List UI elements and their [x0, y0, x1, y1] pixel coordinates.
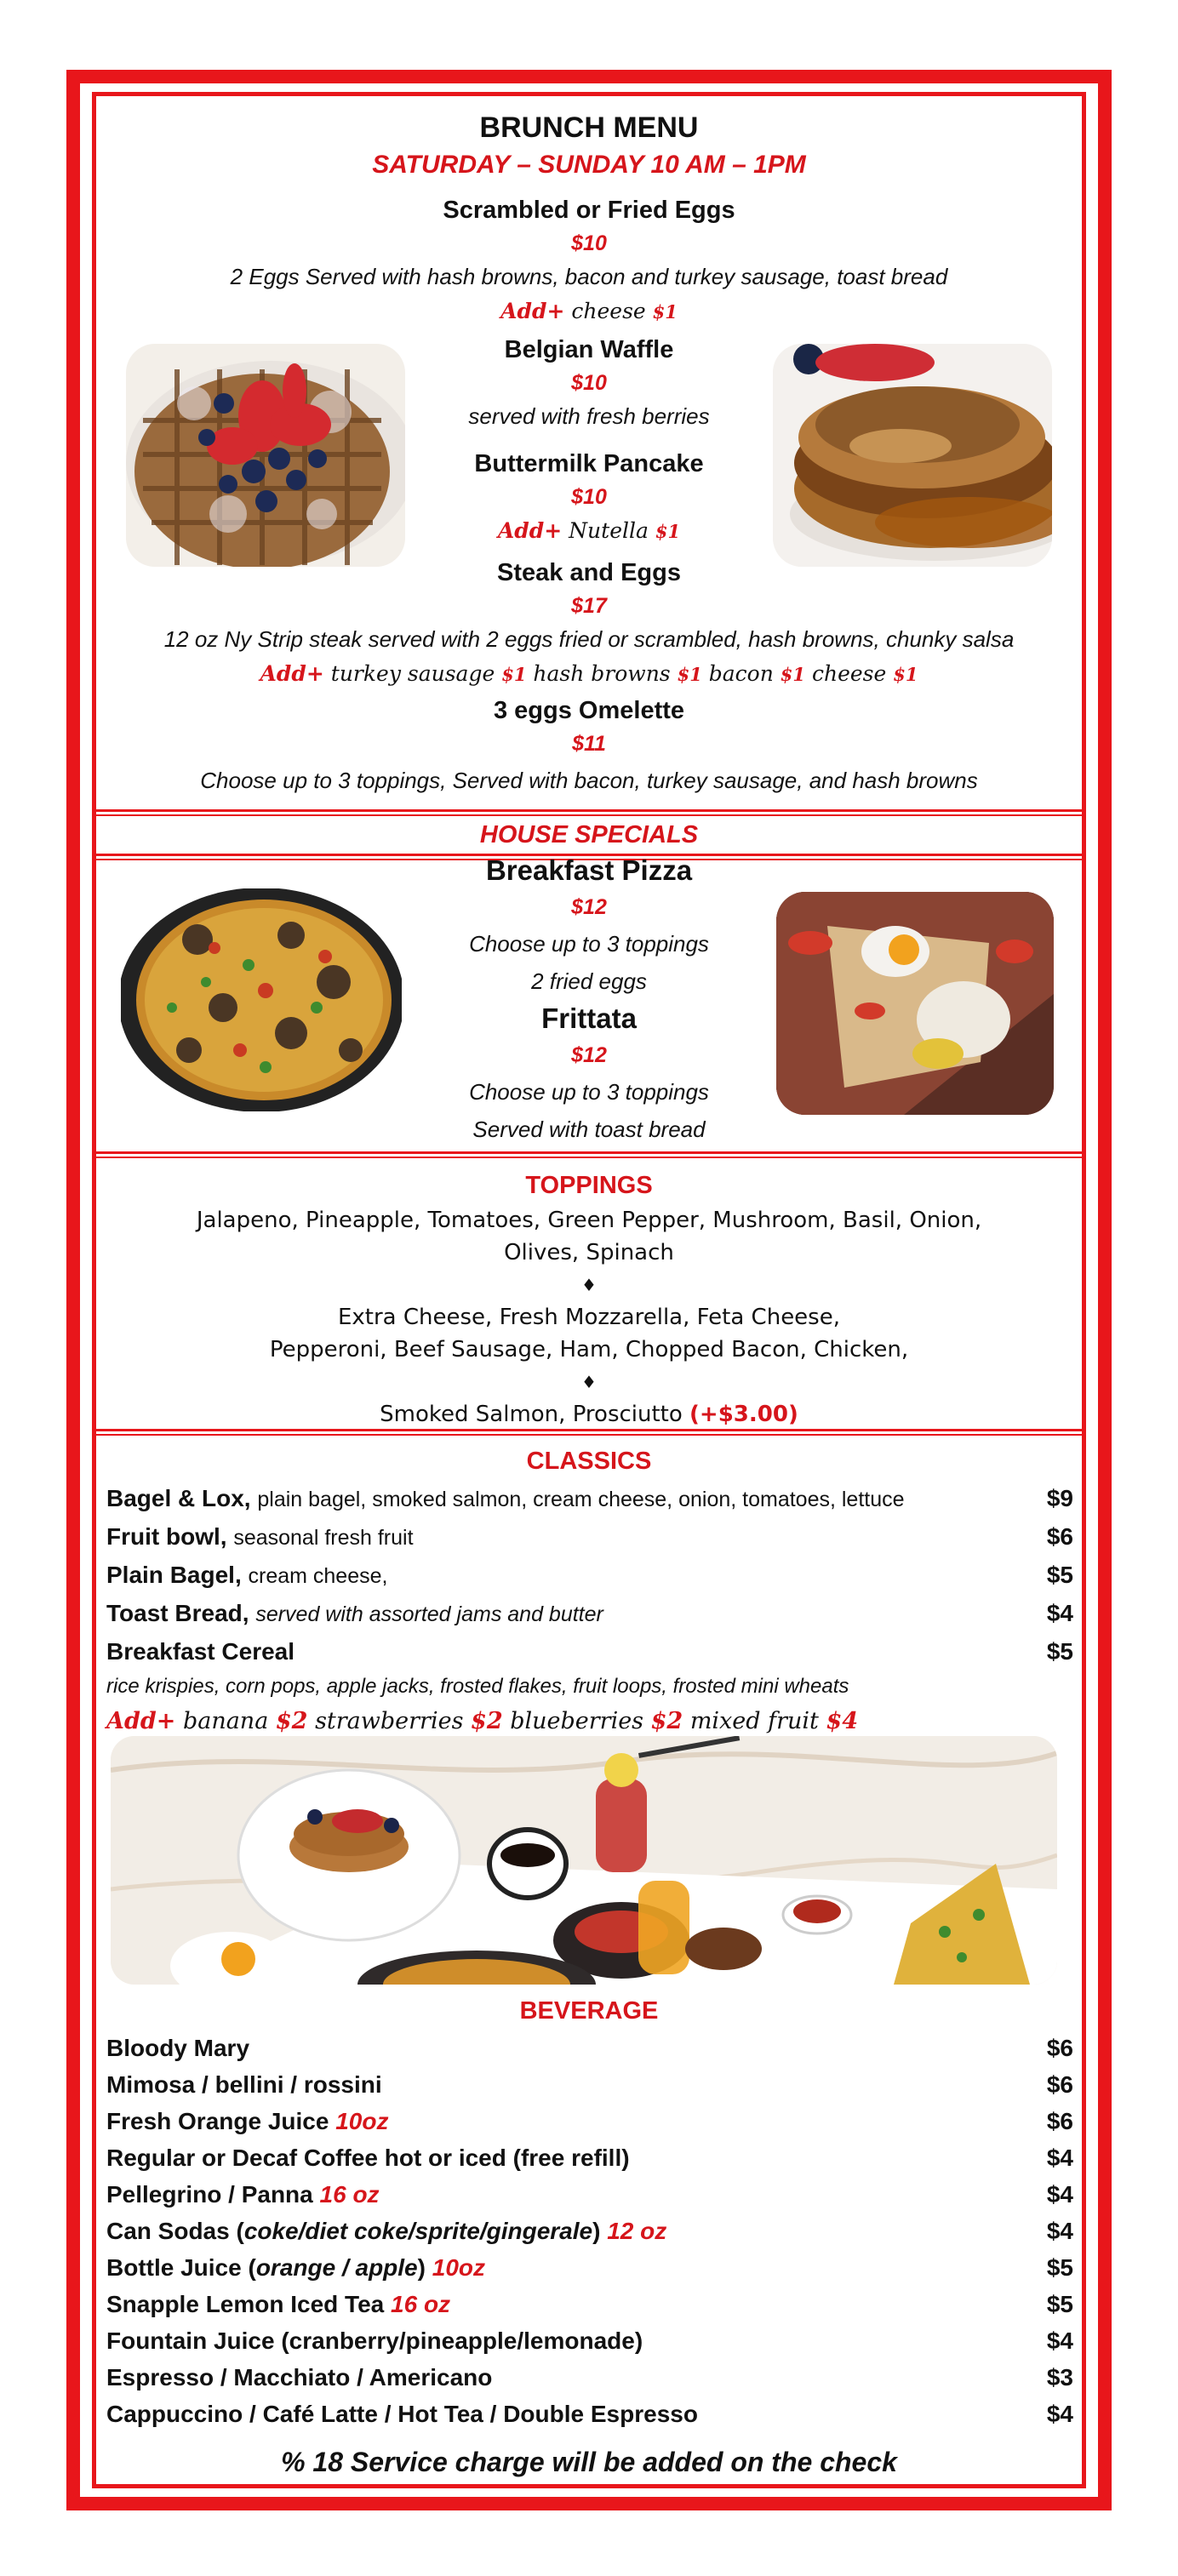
toppings-line-premium [96, 1398, 1082, 1431]
addon-label: Add+ [260, 661, 324, 686]
addon-item: blueberries [510, 1708, 644, 1734]
menu-row [96, 2030, 1082, 2066]
row-desc: plain bagel, smoked salmon, cream cheese, onion, tomatoes, lettuce [257, 1488, 905, 1511]
item-desc: 2 fried eggs [531, 968, 647, 994]
toppings-line: Jalapeno, Pineapple, Tomatoes, Green Pepper, Mushroom, Basil, Onion, [196, 1208, 982, 1233]
addon-item: strawberries [315, 1708, 464, 1734]
row-price: $4 [1046, 1600, 1073, 1626]
divider [96, 1429, 1082, 1436]
row-name: Mimosa / bellini / rossini [106, 2071, 382, 2098]
menu-row [96, 2213, 1082, 2249]
menu-row [96, 2322, 1082, 2359]
item-name: Scrambled or Fried Eggs [443, 197, 735, 224]
row-name: Bloody Mary [106, 2035, 250, 2061]
cereal-list: rice krispies, corn pops, apple jacks, frosted flakes, fruit loops, frosted mini wheats [106, 1675, 849, 1698]
row-size: 12 oz [607, 2218, 667, 2244]
diamond-separator-icon: ♦ [581, 1372, 597, 1392]
menu-row [96, 2139, 1082, 2176]
toppings-premium-price: (+$3.00) [689, 1402, 798, 1427]
menu-title: BRUNCH MENU [479, 111, 699, 144]
row-desc: served with assorted jams and butter [255, 1602, 603, 1626]
beverage-section [96, 1992, 1082, 2432]
row-name-italic: coke/diet coke/sprite/gingerale [243, 2218, 593, 2244]
menu-row [96, 1480, 1082, 1518]
item-pancake [96, 447, 1082, 550]
item-waffle [96, 333, 1082, 433]
addon-label: Add+ [497, 518, 563, 543]
divider [96, 1151, 1082, 1158]
addon-price: $1 [677, 664, 702, 685]
item-steak [96, 556, 1082, 693]
item-name: Steak and Eggs [497, 559, 681, 586]
row-size: 10oz [335, 2108, 389, 2134]
row-name: Fountain Juice (cranberry/pineapple/lemonade) [106, 2328, 643, 2354]
row-name: Plain Bagel, [106, 1562, 242, 1588]
menu-row [96, 2286, 1082, 2322]
menu-row [96, 2066, 1082, 2103]
row-name: Fresh Orange Juice [106, 2108, 329, 2134]
menu-row [96, 1633, 1082, 1670]
item-desc: Choose up to 3 toppings [469, 1079, 709, 1105]
item-price: $17 [571, 594, 607, 618]
addon-price: $1 [501, 664, 527, 685]
addon-item: mixed fruit [689, 1708, 819, 1734]
menu-row [96, 2396, 1082, 2432]
toppings-premium-items: Smoked Salmon, Prosciutto [380, 1402, 683, 1427]
item-name: Belgian Waffle [504, 336, 674, 363]
menu-row [96, 2176, 1082, 2213]
menu-row [96, 1518, 1082, 1556]
item-addons [96, 294, 1082, 330]
item-desc: served with fresh berries [468, 403, 710, 429]
addon-item: hash browns [533, 661, 671, 686]
addon-price: $1 [652, 301, 678, 323]
addon-item: cheese [571, 299, 646, 323]
row-price: $5 [1046, 1562, 1073, 1588]
item-desc: Choose up to 3 toppings [469, 931, 709, 957]
row-price: $9 [1046, 1485, 1073, 1511]
section-title: TOPPINGS [525, 1172, 653, 1199]
row-size: 10oz [432, 2254, 485, 2281]
item-price: $10 [571, 485, 607, 509]
row-name: Espresso / Macchiato / Americano [106, 2364, 493, 2390]
row-name: Snapple Lemon Iced Tea [106, 2291, 385, 2317]
classics-section [96, 1429, 1082, 1739]
menu-row [96, 2249, 1082, 2286]
menu-row [96, 2103, 1082, 2139]
toppings-line: Pepperoni, Beef Sausage, Ham, Chopped Bacon, Chicken, [269, 1337, 909, 1362]
addon-item: Nutella [569, 518, 649, 543]
addon-price: $4 [826, 1708, 859, 1734]
diamond-separator-icon: ♦ [581, 1275, 597, 1295]
row-price: $5 [1046, 1638, 1073, 1665]
row-desc: seasonal fresh fruit [233, 1526, 414, 1550]
menu-hours: SATURDAY – SUNDAY 10 AM – 1PM [372, 151, 806, 179]
breakfast-spread-photo [111, 1736, 1057, 1985]
service-charge-note: % 18 Service charge will be added on the check [281, 2447, 897, 2477]
addon-item: banana [182, 1708, 269, 1734]
addon-price: $2 [650, 1708, 683, 1734]
addon-item: cheese [811, 661, 887, 686]
addon-price: $1 [655, 521, 681, 542]
row-name-italic: orange / apple [255, 2254, 418, 2281]
row-price: $3 [1046, 2364, 1073, 2390]
item-name: Breakfast Pizza [485, 854, 693, 886]
row-price: $6 [1046, 2108, 1073, 2134]
house-specials-header [96, 809, 1082, 860]
row-price: $5 [1046, 2291, 1073, 2317]
item-desc: Served with toast bread [472, 1117, 706, 1142]
item-price: $11 [572, 732, 606, 756]
addon-price: $2 [275, 1708, 308, 1734]
row-price: $4 [1046, 2181, 1073, 2208]
addon-price: $1 [780, 664, 806, 685]
item-desc: Choose up to 3 toppings, Served with bacon, turkey sausage, and hash browns [200, 768, 978, 793]
item-eggs [96, 193, 1082, 330]
item-omelette [96, 694, 1082, 797]
row-size: 16 oz [319, 2181, 380, 2208]
item-name: Buttermilk Pancake [474, 450, 704, 477]
row-name-end: ) [592, 2218, 601, 2244]
menu-row [96, 1595, 1082, 1633]
item-addons [96, 656, 1082, 693]
addon-label: Add+ [500, 299, 565, 323]
row-name: Cappuccino / Café Latte / Hot Tea / Double Espresso [106, 2401, 698, 2427]
row-name: Regular or Decaf Coffee hot or iced (free refill) [106, 2145, 630, 2171]
item-addons [96, 513, 1082, 550]
row-desc: cream cheese, [248, 1564, 388, 1588]
section-title: CLASSICS [526, 1448, 652, 1475]
item-price: $10 [571, 231, 607, 255]
toppings-line: Extra Cheese, Fresh Mozzarella, Feta Cheese, [337, 1305, 840, 1330]
row-price: $4 [1046, 2145, 1073, 2171]
item-breakfast-pizza [96, 854, 1082, 998]
section-title: BEVERAGE [519, 1997, 659, 2025]
addon-price: $1 [893, 664, 918, 685]
row-name: Bagel & Lox, [106, 1485, 251, 1511]
row-name: Fruit bowl, [106, 1523, 227, 1550]
row-price: $6 [1046, 2071, 1073, 2098]
row-price: $4 [1046, 2401, 1073, 2427]
item-name: 3 eggs Omelette [493, 697, 685, 724]
item-frittata [96, 1002, 1082, 1146]
row-name: Toast Bread, [106, 1600, 249, 1626]
row-name-end: ) [417, 2254, 426, 2281]
row-price: $5 [1046, 2254, 1073, 2281]
row-name: Pellegrino / Panna [106, 2181, 313, 2208]
row-price: $4 [1046, 2218, 1073, 2244]
item-desc: 2 Eggs Served with hash browns, bacon and turkey sausage, toast bread [230, 264, 948, 289]
menu-row [96, 1556, 1082, 1595]
addon-item: turkey sausage [330, 661, 495, 686]
row-name: Bottle Juice ( [106, 2254, 256, 2281]
item-price: $10 [571, 371, 607, 395]
row-size: 16 oz [391, 2291, 451, 2317]
row-price: $6 [1046, 2035, 1073, 2061]
menu-row [96, 2359, 1082, 2396]
addon-price: $2 [471, 1708, 503, 1734]
row-name: Can Sodas ( [106, 2218, 244, 2244]
addon-item: bacon [708, 661, 774, 686]
item-price: $12 [571, 895, 607, 919]
addon-label: Add+ [106, 1708, 176, 1734]
item-name: Frittata [541, 1002, 637, 1034]
row-price: $4 [1046, 2328, 1073, 2354]
section-title: HOUSE SPECIALS [479, 821, 699, 848]
item-price: $12 [571, 1043, 607, 1067]
row-price: $6 [1046, 1523, 1073, 1550]
toppings-section [96, 1151, 1082, 1431]
toppings-line: Olives, Spinach [504, 1240, 674, 1265]
item-desc: 12 oz Ny Strip steak served with 2 eggs fried or scrambled, hash browns, chunky salsa [163, 626, 1015, 652]
row-name: Breakfast Cereal [106, 1638, 295, 1665]
divider [96, 809, 1082, 816]
classics-addons [96, 1704, 1082, 1739]
